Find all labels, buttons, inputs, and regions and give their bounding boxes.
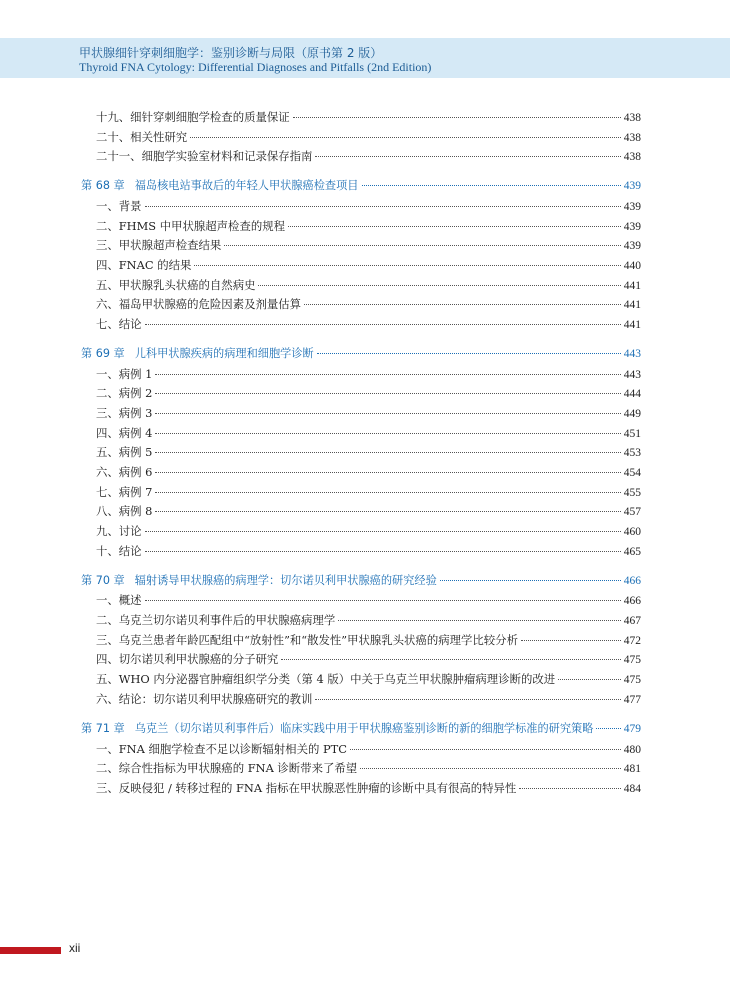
entry-title: 二十、相关性研究 (96, 129, 188, 144)
entry-page-number: 438 (623, 112, 641, 124)
dot-leader (155, 471, 620, 473)
entry-page-number: 439 (623, 240, 641, 253)
toc-entry (96, 423, 641, 443)
toc-entry (96, 146, 641, 166)
toc-entry (96, 778, 641, 798)
entry-page-number: 455 (623, 486, 641, 499)
toc-entry (96, 739, 641, 759)
dot-leader (155, 373, 620, 375)
entry-title: 一、FNA 细胞学检查不足以诊断辐射相关的 PTC (96, 741, 347, 756)
dot-leader (145, 205, 621, 207)
entry-title: 三、甲状腺超声检查结果 (96, 238, 222, 253)
dot-leader (155, 510, 620, 512)
entry-page-number: 453 (623, 447, 641, 460)
entry-page-number: 481 (623, 763, 641, 776)
entry-page-number: 443 (623, 348, 641, 361)
entry-title: 一、概述 (96, 593, 142, 608)
toc-entry (96, 364, 641, 384)
dot-leader (155, 392, 620, 394)
entry-title: 三、乌克兰患者年龄匹配组中“放射性”和“散发性”甲状腺乳头状癌的病理学比较分析 (96, 632, 518, 647)
toc-entry (96, 196, 641, 216)
entry-title: 四、FNAC 的结果 (96, 258, 192, 273)
footer-accent-bar (0, 947, 61, 954)
entry-title: 二、乌克兰切尔诺贝利事件后的甲状腺癌病理学 (96, 613, 336, 628)
dot-leader (281, 658, 620, 660)
entry-page-number: 443 (623, 368, 641, 381)
entry-title: 五、WHO 内分泌器官肿瘤组织学分类（第 4 版）中关于乌克兰甲状腺肿瘤病理诊断的改进 (96, 672, 556, 687)
toc-entry (96, 403, 641, 423)
toc-entry (96, 127, 641, 147)
toc-entry (96, 216, 641, 236)
toc-entry (96, 275, 641, 295)
chapter-number: 第 69 章 (81, 347, 125, 361)
chapter-title (81, 571, 437, 591)
dot-leader (440, 579, 621, 581)
toc-entry (96, 521, 641, 541)
dot-leader (155, 412, 620, 414)
entry-page-number: 449 (623, 408, 641, 421)
entry-title: 六、病例 6 (96, 465, 153, 480)
entry-page-number: 472 (623, 634, 641, 647)
toc-entry (96, 669, 641, 689)
dot-leader (155, 451, 620, 453)
entry-page-number: 457 (623, 506, 641, 519)
entry-page-number: 465 (623, 545, 641, 558)
entry-title: 八、病例 8 (96, 504, 153, 519)
dot-leader (521, 639, 621, 641)
entry-page-number: 466 (623, 574, 641, 587)
chapter-title (81, 176, 359, 196)
toc-entry (96, 590, 641, 610)
entry-page-number: 441 (623, 319, 641, 331)
running-header (0, 38, 730, 78)
entry-page-number: 484 (623, 782, 641, 795)
chapter-title-text: 乌克兰（切尔诺贝利事件后）临床实践中用于甲状腺癌鉴别诊断的新的细胞学标准的研究策略 (134, 721, 594, 735)
entry-title: 五、病例 5 (96, 445, 153, 460)
toc-entry (96, 501, 641, 521)
entry-page-number: 460 (623, 526, 641, 538)
entry-page-number: 440 (623, 260, 641, 273)
dot-leader (350, 748, 621, 750)
entry-title: 二、FHMS 中甲状腺超声检查的规程 (96, 218, 286, 233)
toc-entry (96, 649, 641, 669)
entry-page-number: 475 (623, 674, 641, 687)
toc-entry (96, 442, 641, 462)
chapter-title-text: 儿科甲状腺疾病的病理和细胞学诊断 (134, 347, 314, 361)
dot-leader (194, 264, 620, 266)
entry-page-number: 479 (623, 722, 641, 735)
toc-entry (96, 689, 641, 709)
dot-leader (190, 136, 621, 138)
entry-page-number: 477 (623, 693, 641, 706)
dot-leader (360, 767, 621, 769)
entry-page-number: 439 (623, 180, 641, 193)
dot-leader (315, 155, 620, 157)
entry-page-number: 438 (623, 151, 641, 164)
entry-page-number: 439 (623, 220, 641, 233)
chapter-number: 第 71 章 (81, 721, 125, 735)
toc-chapter-entry (81, 719, 641, 739)
entry-page-number: 438 (623, 131, 641, 144)
entry-title: 三、病例 3 (96, 406, 153, 421)
entry-title: 二十一、细胞学实验室材料和记录保存指南 (96, 149, 313, 164)
entry-page-number: 444 (623, 388, 641, 401)
header-title-chinese: 甲状腺细针穿刺细胞学：鉴别诊断与局限（原书第 2 版） (79, 46, 383, 60)
toc-entry (96, 758, 641, 778)
dot-leader (338, 619, 621, 621)
header-title-english: Thyroid FNA Cytology: Differential Diagnoses and Pitfalls (2nd Edition) (79, 60, 432, 74)
entry-page-number: 439 (623, 201, 641, 214)
dot-leader (155, 491, 620, 493)
chapter-number: 第 70 章 (81, 573, 125, 587)
dot-leader (145, 550, 621, 552)
entry-title: 一、背景 (96, 199, 142, 214)
dot-leader (224, 244, 620, 246)
toc-entry (96, 630, 641, 650)
chapter-title (81, 719, 593, 739)
entry-page-number: 480 (623, 743, 641, 756)
dot-leader (519, 787, 620, 789)
entry-title: 六、福岛甲状腺癌的危险因素及剂量估算 (96, 297, 302, 312)
entry-title: 六、结论：切尔诺贝利甲状腺癌研究的教训 (96, 691, 313, 706)
entry-page-number: 454 (623, 467, 641, 480)
toc-chapter-entry (81, 571, 641, 591)
dot-leader (317, 352, 621, 354)
dot-leader (362, 184, 621, 186)
dot-leader (258, 284, 620, 286)
dot-leader (288, 225, 621, 227)
toc-entry (96, 107, 641, 127)
toc-chapter-entry (81, 176, 641, 196)
entry-title: 十九、细针穿刺细胞学检查的质量保证 (96, 110, 290, 124)
chapter-title-text: 福岛核电站事故后的年轻人甲状腺癌检查项目 (134, 179, 359, 193)
entry-title: 一、病例 1 (96, 366, 153, 381)
toc-entry (96, 294, 641, 314)
toc-entry (96, 482, 641, 502)
toc-entry (96, 541, 641, 561)
toc-entry (96, 255, 641, 275)
dot-leader (293, 116, 621, 118)
entry-page-number: 451 (623, 427, 641, 440)
dot-leader (558, 678, 621, 680)
entry-page-number: 467 (623, 615, 641, 628)
entry-page-number: 466 (623, 595, 641, 608)
entry-title: 十、结论 (96, 543, 142, 558)
entry-title: 四、病例 4 (96, 425, 153, 440)
entry-page-number: 441 (623, 279, 641, 292)
toc-chapter-entry (81, 344, 641, 364)
toc-entry (96, 462, 641, 482)
toc-entry (96, 235, 641, 255)
dot-leader (155, 432, 620, 434)
dot-leader (145, 530, 621, 532)
entry-title: 三、反映侵犯 / 转移过程的 FNA 指标在甲状腺恶性肿瘤的诊断中具有很高的特异性 (96, 780, 517, 795)
dot-leader (596, 727, 620, 729)
toc-entry (96, 314, 641, 334)
dot-leader (315, 698, 620, 700)
entry-page-number: 441 (623, 299, 641, 312)
entry-title: 七、病例 7 (96, 484, 153, 499)
entry-title: 九、讨论 (96, 524, 142, 538)
toc-entry (96, 610, 641, 630)
dot-leader (304, 303, 621, 305)
dot-leader (145, 599, 621, 601)
entry-title: 五、甲状腺乳头状癌的自然病史 (96, 277, 256, 292)
entry-title: 四、切尔诺贝利甲状腺癌的分子研究 (96, 652, 279, 667)
chapter-title-text: 辐射诱导甲状腺癌的病理学：切尔诺贝利甲状腺癌的研究经验 (134, 573, 437, 587)
entry-title: 二、病例 2 (96, 386, 153, 401)
entry-title: 二、综合性指标为甲状腺癌的 FNA 诊断带来了希望 (96, 761, 358, 776)
footer-page-number: xii (69, 941, 81, 955)
toc-entry (96, 383, 641, 403)
chapter-title (81, 344, 314, 364)
dot-leader (145, 323, 621, 325)
chapter-number: 第 68 章 (81, 179, 125, 193)
entry-title: 七、结论 (96, 317, 142, 331)
entry-page-number: 475 (623, 654, 641, 667)
